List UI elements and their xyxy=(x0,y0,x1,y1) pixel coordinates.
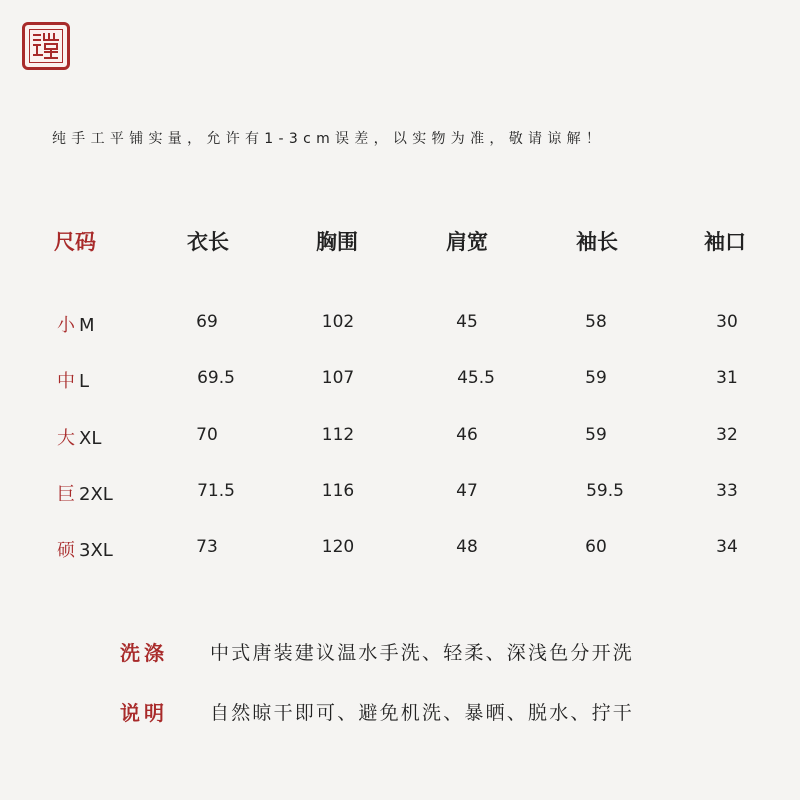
header-sleeve-length: 袖长 xyxy=(576,229,618,254)
size-en: L xyxy=(79,371,90,392)
size-label-l xyxy=(57,367,89,393)
table-cell: 102 xyxy=(321,312,355,332)
header-shoulder: 肩宽 xyxy=(446,229,488,254)
table-cell: 47 xyxy=(456,481,478,501)
header-cuff: 袖口 xyxy=(704,229,746,254)
header-chest: 胸围 xyxy=(316,229,358,254)
size-cn: 硕 xyxy=(57,540,75,561)
table-cell: 112 xyxy=(321,425,355,445)
size-en: 3XL xyxy=(79,540,113,561)
washing-label: 洗涤 xyxy=(120,641,168,665)
header-size: 尺码 xyxy=(54,229,96,254)
size-en: XL xyxy=(79,428,102,449)
washing-text: 中式唐装建议温水手洗、轻柔、深浅色分开洗 xyxy=(210,642,635,664)
table-cell: 33 xyxy=(716,481,738,501)
table-cell: 45.5 xyxy=(457,368,495,388)
table-cell: 120 xyxy=(321,537,355,557)
table-cell: 31 xyxy=(716,368,738,388)
table-cell: 45 xyxy=(456,312,478,332)
table-cell: 59 xyxy=(585,425,607,445)
table-cell: 34 xyxy=(716,537,738,557)
instructions-text: 自然晾干即可、避免机洗、暴晒、脱水、拧干 xyxy=(210,702,635,724)
table-cell: 32 xyxy=(716,425,738,445)
table-cell: 60 xyxy=(585,537,607,557)
table-cell: 70 xyxy=(196,425,218,445)
instructions-label: 说明 xyxy=(120,701,168,725)
size-cn: 小 xyxy=(57,315,75,336)
table-cell: 58 xyxy=(585,312,607,332)
table-cell: 69 xyxy=(196,312,218,332)
size-cn: 中 xyxy=(57,371,75,392)
table-cell: 71.5 xyxy=(197,481,235,501)
table-cell: 46 xyxy=(456,425,478,445)
table-cell: 69.5 xyxy=(197,368,235,388)
size-en: 2XL xyxy=(79,484,113,505)
table-cell: 59.5 xyxy=(586,481,624,501)
size-label-3xl xyxy=(57,536,113,562)
size-label-2xl xyxy=(57,480,113,506)
table-cell: 59 xyxy=(585,368,607,388)
table-cell: 73 xyxy=(196,537,218,557)
table-cell: 107 xyxy=(321,368,355,388)
table-cell: 48 xyxy=(456,537,478,557)
size-cn: 巨 xyxy=(57,484,75,505)
measurement-notice: 纯手工平铺实量，允许有1-3cm误差，以实物为准，敬请谅解！ xyxy=(52,131,606,147)
table-cell: 116 xyxy=(321,481,355,501)
seal-stamp-icon xyxy=(22,22,70,70)
table-cell: 30 xyxy=(716,312,738,332)
size-cn: 大 xyxy=(57,428,75,449)
seal-glyph-icon xyxy=(31,31,61,61)
header-length: 衣长 xyxy=(187,229,229,254)
size-en: M xyxy=(79,315,95,336)
size-label-m xyxy=(57,311,95,337)
size-label-xl xyxy=(57,424,101,450)
